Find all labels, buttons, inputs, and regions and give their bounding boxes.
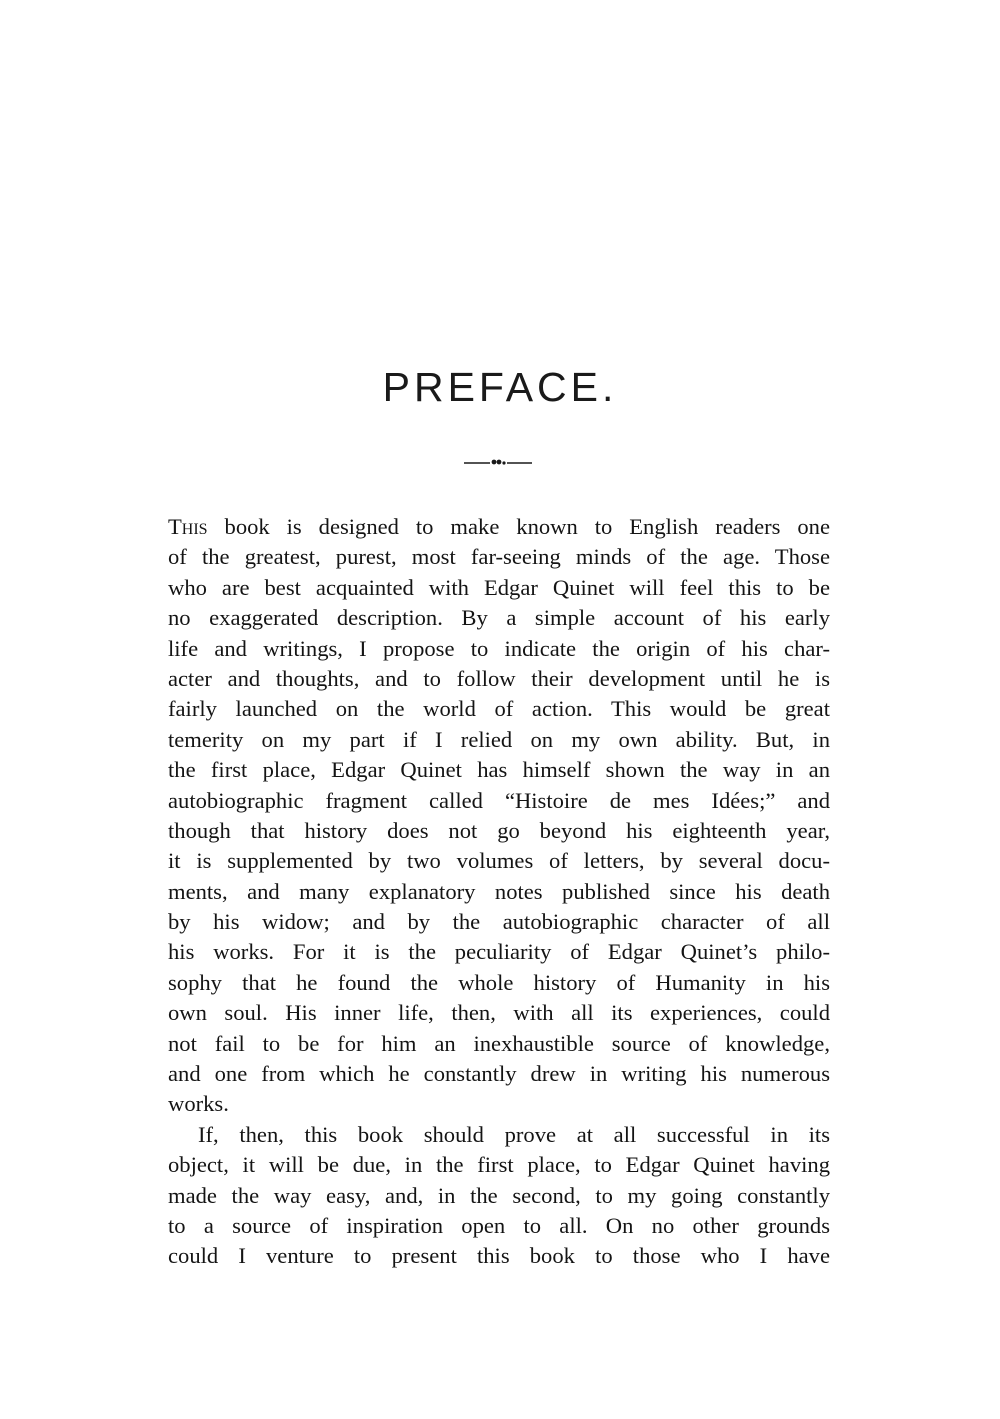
- text-line: and one from which he constantly drew in writing his numerous: [168, 1061, 830, 1087]
- text-line: This book is designed to make known to English readers one: [168, 514, 830, 539]
- paragraph-2: [168, 1120, 830, 1272]
- preface-body: [168, 512, 830, 1272]
- text-line: made the way easy, and, in the second, to my going constantly: [168, 1182, 830, 1208]
- text-line: object, it will be due, in the first place, to Edgar Quinet having: [168, 1152, 830, 1178]
- text-line: not fail to be for him an inexhaustible source of knowledge,: [168, 1030, 830, 1056]
- text-line: of the greatest, purest, most far-seeing minds of the age. Those: [168, 544, 830, 570]
- text-line: life and writings, I propose to indicate the origin of his char-: [168, 635, 830, 661]
- text-line: temerity on my part if I relied on my own ability. But, in: [168, 726, 830, 752]
- text-line: sophy that he found the whole history of Humanity in his: [168, 969, 830, 995]
- text-line: to a source of inspiration open to all. On no other grounds: [168, 1212, 830, 1238]
- text-line: own soul. His inner life, then, with all its experiences, could: [168, 1000, 830, 1026]
- text-line: ments, and many explanatory notes published since his death: [168, 878, 830, 904]
- text-line: though that history does not go beyond his eighteenth year,: [168, 817, 830, 843]
- text-line: by his widow; and by the autobiographic character of all: [168, 909, 830, 935]
- text-line: autobiographic fragment called “Histoire de mes Idées;” and: [168, 787, 830, 813]
- text-line: the first place, Edgar Quinet has himself shown the way in an: [168, 757, 830, 783]
- text-line: who are best acquainted with Edgar Quinet will feel this to be: [168, 574, 830, 600]
- text-line: no exaggerated description. By a simple account of his early: [168, 605, 830, 631]
- divider-ornament: [462, 455, 534, 469]
- paragraph-1: [168, 512, 830, 1120]
- page-title: PREFACE.: [382, 364, 618, 410]
- text-line: it is supplemented by two volumes of letters, by several docu-: [168, 848, 830, 874]
- text-line: could I venture to present this book to those who I have: [168, 1243, 830, 1269]
- text-line: acter and thoughts, and to follow their development until he is: [168, 665, 830, 691]
- text-line: If, then, this book should prove at all successful in its: [198, 1121, 830, 1147]
- text-line: his works. For it is the peculiarity of Edgar Quinet’s philo-: [168, 939, 830, 965]
- text-line: fairly launched on the world of action. This would be great: [168, 696, 830, 722]
- small-caps-lead: This: [168, 514, 208, 539]
- text-line: works.: [168, 1091, 229, 1117]
